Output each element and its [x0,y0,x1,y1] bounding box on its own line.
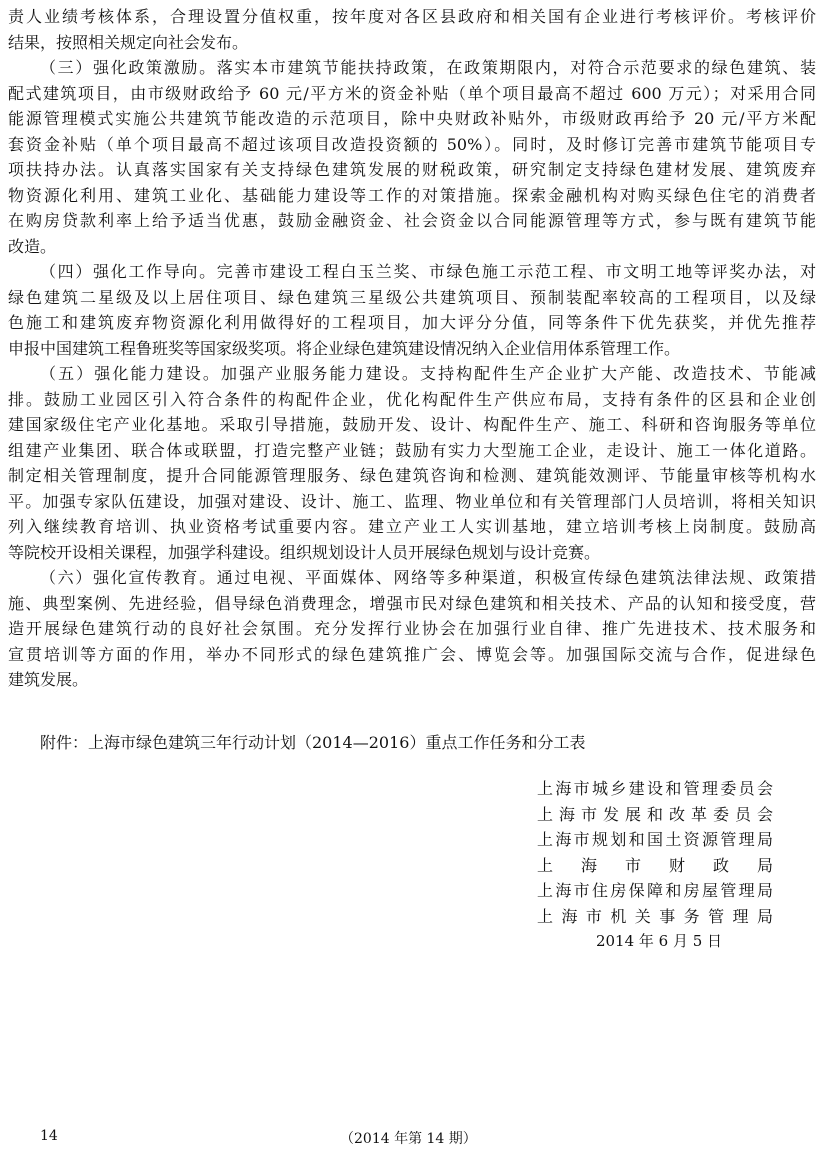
text-line: （四）强化工作导向。完善市建设工程白玉兰奖、市绿色施工示范工程、市文明工地等评奖办法，对 [40,262,816,281]
text-line: 物资源化利用、建筑工业化、基础能力建设等工作的对策措施。探索金融机构对购买绿色住宅的消费者 [8,185,816,205]
signatory: 上海市发展和改革委员会 [537,804,773,824]
text-line: 绿色建筑二星级及以上居住项目、绿色建筑三星级公共建筑项目、预制装配率较高的工程项目，以及绿 [8,287,816,307]
text-line: 等院校开设相关课程，加强学科建设。组织规划设计人员开展绿色规划与设计竞赛。 [8,542,601,562]
text-line: （三）强化政策激励。落实本市建筑节能扶持政策，在政策期限内，对符合示范要求的绿色建筑、装 [40,58,816,77]
text-line: 施、典型案例、先进经验，倡导绿色消费理念，增强市民对绿色建筑和相关技术、产品的认知和接受度，营 [8,593,816,613]
paragraph [8,55,816,259]
text-line: 造开展绿色建筑行动的良好社会氛围。充分发挥行业协会在加强行业自律、推广先进技术、技术服务和 [8,619,816,638]
document-body [8,4,816,693]
paragraph [8,4,816,55]
signatory: 上海市财政局 [537,855,773,875]
text-line: 套资金补贴（单个项目最高不超过该项目改造投资额的 50%）。同时，及时修订完善市建筑节能项目专 [8,134,816,154]
text-line: 结果，按照相关规定向社会发布。 [8,32,249,52]
issue-label: （2014 年第 14 期） [340,1131,477,1147]
text-line: 宣贯培训等方面的作用，举办不同形式的绿色建筑推广会、博览会等。加强国际交流与合作，促进绿色 [8,644,816,664]
text-line: 在购房贷款利率上给予适当优惠，鼓励金融资金、社会资金以合同能源管理等方式，参与既有建筑节能 [8,211,816,230]
text-line: 制定相关管理制度，提升合同能源管理服务、绿色建筑咨询和检测、建筑能效测评、节能量审核等机构水 [8,466,816,485]
text-line: 项扶持办法。认真落实国家有关支持绿色建筑发展的财税政策，研究制定支持绿色建材发展、建筑废弃 [8,160,816,179]
text-line: 建筑发展。 [8,670,89,689]
signatory: 上海市机关事务管理局 [537,906,773,926]
text-line: 能源管理模式实施公共建筑节能改造的示范项目，除中央财政补贴外，市级财政再给予 20 元/平方米配 [8,109,816,128]
paragraph [8,259,816,361]
attachment-note: 附件：上海市绿色建筑三年行动计划（2014—2016）重点工作任务和分工表 [40,733,586,752]
text-line: 配式建筑项目，由市级财政给予 60 元/平方米的资金补贴（单个项目最高不超过 600 万元）；对采用合同 [8,83,816,103]
text-line: 色施工和建筑废弃物资源化利用做得好的工程项目，加大评分分值，同等条件下优先获奖，并优先推荐 [8,313,816,332]
text-line: 改造。 [8,236,57,256]
text-line: 平。加强专家队伍建设，加强对建设、设计、施工、监理、物业单位和有关管理部门人员培训，将相关知识 [8,491,816,511]
text-line: 责人业绩考核体系，合理设置分值权重，按年度对各区县政府和相关国有企业进行考核评价。考核评价 [8,7,816,26]
text-line: （五）强化能力建设。加强产业服务能力建设。支持构配件生产企业扩大产能、改造技术、节能减 [40,364,816,383]
text-line: 组建产业集团、联合体或联盟，打造完整产业链；鼓励有实力大型施工企业，走设计、施工一体化道路。 [8,440,816,460]
text-line: 排。鼓励工业园区引入符合条件的构配件企业，优化构配件生产供应布局，支持有条件的区县和企业创 [8,389,816,409]
text-line: 申报中国建筑工程鲁班奖等国家级奖项。将企业绿色建筑建设情况纳入企业信用体系管理工作。 [8,338,681,358]
page-number: 14 [40,1128,58,1144]
signatory: 上海市城乡建设和管理委员会 [537,779,773,798]
signatory: 上海市规划和国土资源管理局 [537,830,773,849]
paragraph [8,565,816,693]
text-line: 建国家级住宅产业化基地。采取引导措施，鼓励开发、设计、构配件生产、施工、科研和咨询服务等单位 [8,415,816,434]
paragraph [8,361,816,565]
signature-block [537,776,773,955]
text-line: 列入继续教育培训、执业资格考试重要内容。建立产业工人实训基地，建立培训考核上岗制度。鼓励高 [8,517,816,536]
signatory: 上海市住房保障和房屋管理局 [537,881,773,900]
text-line: （六）强化宣传教育。通过电视、平面媒体、网络等多种渠道，积极宣传绿色建筑法律法规、政策措 [40,568,816,587]
issue-date: 2014 年 6 月 5 日 [595,932,723,950]
